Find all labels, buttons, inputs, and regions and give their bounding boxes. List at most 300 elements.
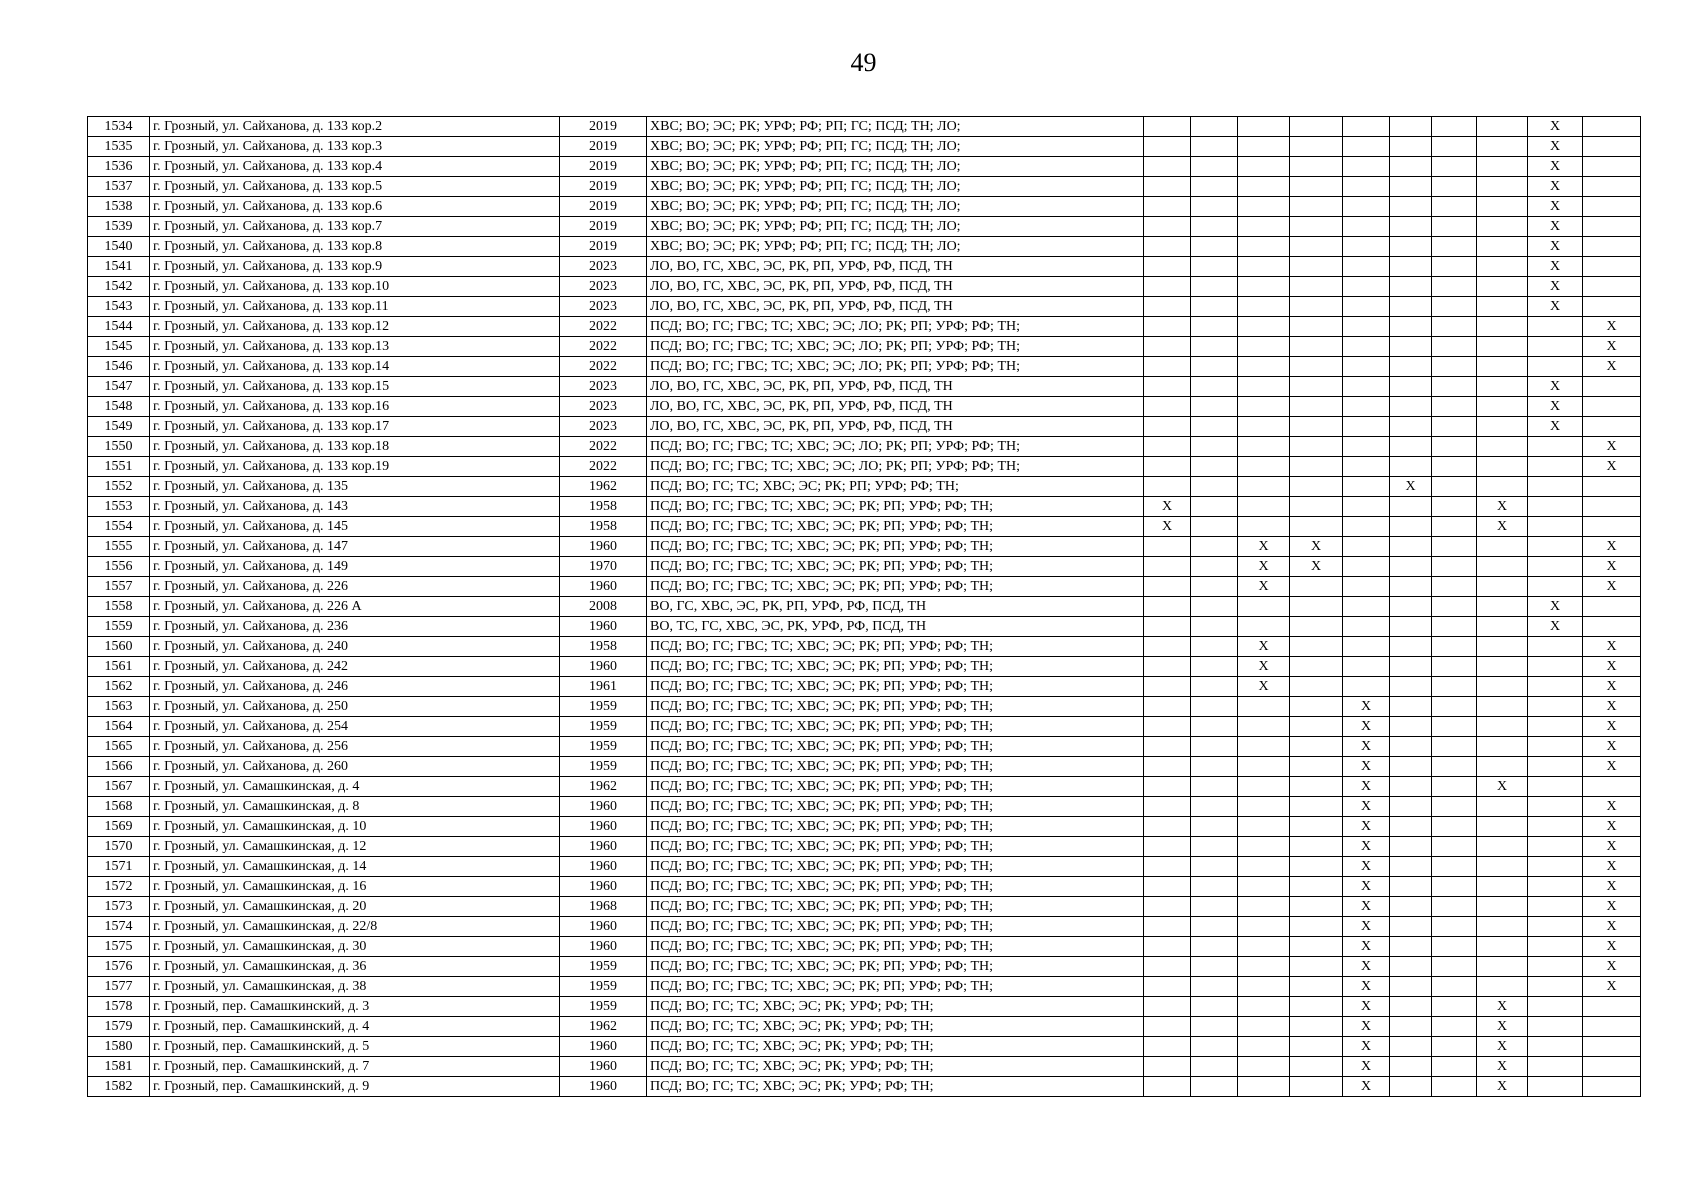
mark-cell-1 xyxy=(1144,617,1191,637)
mark-cell-6 xyxy=(1390,357,1432,377)
mark-cell-9 xyxy=(1528,977,1583,997)
table-row xyxy=(88,897,1641,917)
mark-cell-2 xyxy=(1191,457,1238,477)
works-cell: ПСД; ВО; ГС; ГВС; ТС; ХВС; ЭС; РК; РП; УРФ; РФ; ТН; xyxy=(647,877,1144,897)
table-row xyxy=(88,937,1641,957)
year-cell: 2023 xyxy=(560,417,647,437)
year-cell: 1960 xyxy=(560,537,647,557)
mark-cell-2 xyxy=(1191,437,1238,457)
mark-cell-4 xyxy=(1290,437,1343,457)
address-cell: г. Грозный, ул. Сайханова, д. 145 xyxy=(150,517,560,537)
mark-cell-3 xyxy=(1238,517,1290,537)
mark-cell-3 xyxy=(1238,757,1290,777)
table-row xyxy=(88,857,1641,877)
mark-cell-1 xyxy=(1144,477,1191,497)
year-cell: 1960 xyxy=(560,1057,647,1077)
mark-cell-4 xyxy=(1290,1077,1343,1097)
mark-cell-2 xyxy=(1191,717,1238,737)
mark-cell-2 xyxy=(1191,477,1238,497)
mark-cell-1 xyxy=(1144,337,1191,357)
mark-cell-10: X xyxy=(1583,357,1641,377)
mark-cell-2 xyxy=(1191,777,1238,797)
mark-cell-10: X xyxy=(1583,697,1641,717)
table-row xyxy=(88,277,1641,297)
table-row xyxy=(88,237,1641,257)
mark-cell-7 xyxy=(1432,597,1477,617)
mark-cell-7 xyxy=(1432,677,1477,697)
mark-cell-4 xyxy=(1290,457,1343,477)
mark-cell-1 xyxy=(1144,437,1191,457)
mark-cell-5 xyxy=(1343,397,1390,417)
works-cell: ПСД; ВО; ГС; ГВС; ТС; ХВС; ЭС; РК; РП; УРФ; РФ; ТН; xyxy=(647,897,1144,917)
address-cell: г. Грозный, ул. Сайханова, д. 133 кор.11 xyxy=(150,297,560,317)
row-number: 1568 xyxy=(88,797,150,817)
row-number: 1570 xyxy=(88,837,150,857)
row-number: 1550 xyxy=(88,437,150,457)
mark-cell-9 xyxy=(1528,897,1583,917)
mark-cell-3 xyxy=(1238,377,1290,397)
mark-cell-10 xyxy=(1583,377,1641,397)
mark-cell-5: X xyxy=(1343,797,1390,817)
mark-cell-2 xyxy=(1191,537,1238,557)
mark-cell-4 xyxy=(1290,717,1343,737)
address-cell: г. Грозный, ул. Самашкинская, д. 36 xyxy=(150,957,560,977)
row-number: 1564 xyxy=(88,717,150,737)
year-cell: 1962 xyxy=(560,777,647,797)
mark-cell-9 xyxy=(1528,537,1583,557)
mark-cell-10 xyxy=(1583,197,1641,217)
year-cell: 1959 xyxy=(560,757,647,777)
mark-cell-1 xyxy=(1144,457,1191,477)
works-cell: ПСД; ВО; ГС; ГВС; ТС; ХВС; ЭС; ЛО; РК; РП; УРФ; РФ; ТН; xyxy=(647,317,1144,337)
table-row xyxy=(88,917,1641,937)
mark-cell-1 xyxy=(1144,117,1191,137)
mark-cell-1 xyxy=(1144,357,1191,377)
address-cell: г. Грозный, пер. Самашкинский, д. 5 xyxy=(150,1037,560,1057)
works-cell: ПСД; ВО; ГС; ГВС; ТС; ХВС; ЭС; РК; РП; УРФ; РФ; ТН; xyxy=(647,537,1144,557)
mark-cell-10 xyxy=(1583,1077,1641,1097)
mark-cell-7 xyxy=(1432,257,1477,277)
mark-cell-1 xyxy=(1144,997,1191,1017)
mark-cell-10 xyxy=(1583,277,1641,297)
mark-cell-5: X xyxy=(1343,977,1390,997)
row-number: 1575 xyxy=(88,937,150,957)
mark-cell-3: X xyxy=(1238,677,1290,697)
mark-cell-2 xyxy=(1191,357,1238,377)
mark-cell-3 xyxy=(1238,257,1290,277)
works-cell: ПСД; ВО; ГС; ГВС; ТС; ХВС; ЭС; РК; РП; УРФ; РФ; ТН; xyxy=(647,637,1144,657)
works-cell: ПСД; ВО; ГС; ГВС; ТС; ХВС; ЭС; РК; РП; УРФ; РФ; ТН; xyxy=(647,797,1144,817)
mark-cell-10 xyxy=(1583,417,1641,437)
table-row xyxy=(88,517,1641,537)
row-number: 1544 xyxy=(88,317,150,337)
mark-cell-4 xyxy=(1290,817,1343,837)
year-cell: 1961 xyxy=(560,677,647,697)
mark-cell-2 xyxy=(1191,517,1238,537)
mark-cell-5: X xyxy=(1343,997,1390,1017)
mark-cell-1 xyxy=(1144,677,1191,697)
mark-cell-7 xyxy=(1432,877,1477,897)
mark-cell-2 xyxy=(1191,257,1238,277)
row-number: 1551 xyxy=(88,457,150,477)
row-number: 1577 xyxy=(88,977,150,997)
row-number: 1556 xyxy=(88,557,150,577)
works-cell: ПСД; ВО; ГС; ГВС; ТС; ХВС; ЭС; РК; РП; УРФ; РФ; ТН; xyxy=(647,717,1144,737)
mark-cell-10: X xyxy=(1583,877,1641,897)
mark-cell-4 xyxy=(1290,617,1343,637)
mark-cell-9 xyxy=(1528,1077,1583,1097)
address-cell: г. Грозный, ул. Сайханова, д. 133 кор.10 xyxy=(150,277,560,297)
mark-cell-8: X xyxy=(1477,997,1528,1017)
table-row xyxy=(88,1057,1641,1077)
mark-cell-6 xyxy=(1390,317,1432,337)
mark-cell-5 xyxy=(1343,137,1390,157)
mark-cell-5 xyxy=(1343,557,1390,577)
mark-cell-4 xyxy=(1290,357,1343,377)
mark-cell-5 xyxy=(1343,617,1390,637)
year-cell: 1960 xyxy=(560,917,647,937)
mark-cell-3 xyxy=(1238,837,1290,857)
works-cell: ПСД; ВО; ГС; ГВС; ТС; ХВС; ЭС; РК; РП; УРФ; РФ; ТН; xyxy=(647,697,1144,717)
mark-cell-4 xyxy=(1290,577,1343,597)
mark-cell-2 xyxy=(1191,197,1238,217)
mark-cell-10: X xyxy=(1583,457,1641,477)
table-row xyxy=(88,1077,1641,1097)
mark-cell-9 xyxy=(1528,737,1583,757)
row-number: 1537 xyxy=(88,177,150,197)
mark-cell-10: X xyxy=(1583,737,1641,757)
works-cell: ПСД; ВО; ГС; ГВС; ТС; ХВС; ЭС; РК; РП; УРФ; РФ; ТН; xyxy=(647,777,1144,797)
table-row xyxy=(88,177,1641,197)
mark-cell-1: X xyxy=(1144,517,1191,537)
mark-cell-9 xyxy=(1528,317,1583,337)
mark-cell-4 xyxy=(1290,877,1343,897)
mark-cell-9 xyxy=(1528,937,1583,957)
mark-cell-5 xyxy=(1343,357,1390,377)
mark-cell-4 xyxy=(1290,297,1343,317)
mark-cell-2 xyxy=(1191,577,1238,597)
mark-cell-2 xyxy=(1191,557,1238,577)
mark-cell-2 xyxy=(1191,417,1238,437)
mark-cell-3 xyxy=(1238,797,1290,817)
mark-cell-9: X xyxy=(1528,177,1583,197)
mark-cell-6 xyxy=(1390,457,1432,477)
mark-cell-1 xyxy=(1144,877,1191,897)
mark-cell-6 xyxy=(1390,177,1432,197)
table-row xyxy=(88,497,1641,517)
mark-cell-1 xyxy=(1144,777,1191,797)
mark-cell-10 xyxy=(1583,137,1641,157)
table-row xyxy=(88,437,1641,457)
table-row xyxy=(88,737,1641,757)
mark-cell-3 xyxy=(1238,717,1290,737)
mark-cell-1 xyxy=(1144,897,1191,917)
mark-cell-8 xyxy=(1477,477,1528,497)
address-cell: г. Грозный, ул. Сайханова, д. 133 кор.9 xyxy=(150,257,560,277)
mark-cell-10: X xyxy=(1583,817,1641,837)
mark-cell-8: X xyxy=(1477,1037,1528,1057)
mark-cell-2 xyxy=(1191,1037,1238,1057)
mark-cell-5 xyxy=(1343,457,1390,477)
mark-cell-9: X xyxy=(1528,277,1583,297)
mark-cell-2 xyxy=(1191,857,1238,877)
mark-cell-1 xyxy=(1144,937,1191,957)
mark-cell-5: X xyxy=(1343,917,1390,937)
mark-cell-9 xyxy=(1528,657,1583,677)
mark-cell-10 xyxy=(1583,157,1641,177)
mark-cell-6 xyxy=(1390,637,1432,657)
row-number: 1535 xyxy=(88,137,150,157)
year-cell: 1960 xyxy=(560,1077,647,1097)
mark-cell-7 xyxy=(1432,517,1477,537)
mark-cell-7 xyxy=(1432,657,1477,677)
mark-cell-2 xyxy=(1191,1077,1238,1097)
mark-cell-1 xyxy=(1144,577,1191,597)
mark-cell-9: X xyxy=(1528,397,1583,417)
row-number: 1581 xyxy=(88,1057,150,1077)
mark-cell-10 xyxy=(1583,1017,1641,1037)
year-cell: 1960 xyxy=(560,797,647,817)
mark-cell-8 xyxy=(1477,957,1528,977)
mark-cell-3: X xyxy=(1238,537,1290,557)
mark-cell-5 xyxy=(1343,217,1390,237)
mark-cell-8 xyxy=(1477,637,1528,657)
mark-cell-1 xyxy=(1144,317,1191,337)
mark-cell-1 xyxy=(1144,237,1191,257)
year-cell: 2019 xyxy=(560,237,647,257)
mark-cell-2 xyxy=(1191,677,1238,697)
mark-cell-4 xyxy=(1290,697,1343,717)
year-cell: 1958 xyxy=(560,517,647,537)
address-cell: г. Грозный, ул. Сайханова, д. 135 xyxy=(150,477,560,497)
row-number: 1579 xyxy=(88,1017,150,1037)
table-row xyxy=(88,477,1641,497)
mark-cell-10 xyxy=(1583,237,1641,257)
mark-cell-1 xyxy=(1144,217,1191,237)
mark-cell-3 xyxy=(1238,217,1290,237)
mark-cell-9: X xyxy=(1528,117,1583,137)
mark-cell-4 xyxy=(1290,317,1343,337)
mark-cell-5 xyxy=(1343,157,1390,177)
mark-cell-10 xyxy=(1583,1057,1641,1077)
mark-cell-4 xyxy=(1290,777,1343,797)
mark-cell-4 xyxy=(1290,657,1343,677)
mark-cell-9 xyxy=(1528,837,1583,857)
mark-cell-2 xyxy=(1191,497,1238,517)
mark-cell-9 xyxy=(1528,697,1583,717)
table-row xyxy=(88,317,1641,337)
row-number: 1554 xyxy=(88,517,150,537)
mark-cell-5: X xyxy=(1343,1077,1390,1097)
mark-cell-7 xyxy=(1432,697,1477,717)
mark-cell-10 xyxy=(1583,297,1641,317)
mark-cell-3 xyxy=(1238,597,1290,617)
row-number: 1565 xyxy=(88,737,150,757)
mark-cell-6 xyxy=(1390,757,1432,777)
mark-cell-9 xyxy=(1528,817,1583,837)
mark-cell-10: X xyxy=(1583,757,1641,777)
mark-cell-7 xyxy=(1432,917,1477,937)
table-body xyxy=(88,117,1641,1097)
mark-cell-10: X xyxy=(1583,797,1641,817)
mark-cell-9: X xyxy=(1528,137,1583,157)
mark-cell-9 xyxy=(1528,437,1583,457)
mark-cell-6 xyxy=(1390,117,1432,137)
mark-cell-5: X xyxy=(1343,1017,1390,1037)
address-cell: г. Грозный, ул. Сайханова, д. 133 кор.17 xyxy=(150,417,560,437)
mark-cell-6 xyxy=(1390,897,1432,917)
mark-cell-3: X xyxy=(1238,657,1290,677)
works-cell: ВО, ГС, ХВС, ЭС, РК, РП, УРФ, РФ, ПСД, ТН xyxy=(647,597,1144,617)
mark-cell-2 xyxy=(1191,797,1238,817)
mark-cell-2 xyxy=(1191,837,1238,857)
year-cell: 1962 xyxy=(560,1017,647,1037)
mark-cell-8 xyxy=(1477,677,1528,697)
mark-cell-2 xyxy=(1191,657,1238,677)
mark-cell-1 xyxy=(1144,657,1191,677)
address-cell: г. Грозный, ул. Самашкинская, д. 8 xyxy=(150,797,560,817)
mark-cell-6 xyxy=(1390,277,1432,297)
year-cell: 1960 xyxy=(560,937,647,957)
table-row xyxy=(88,457,1641,477)
mark-cell-8 xyxy=(1477,977,1528,997)
mark-cell-8 xyxy=(1477,397,1528,417)
table-row xyxy=(88,397,1641,417)
mark-cell-5: X xyxy=(1343,757,1390,777)
mark-cell-1 xyxy=(1144,797,1191,817)
works-cell: ХВС; ВО; ЭС; РК; УРФ; РФ; РП; ГС; ПСД; ТН; ЛО; xyxy=(647,117,1144,137)
mark-cell-6 xyxy=(1390,717,1432,737)
mark-cell-6 xyxy=(1390,237,1432,257)
address-cell: г. Грозный, ул. Сайханова, д. 133 кор.4 xyxy=(150,157,560,177)
row-number: 1555 xyxy=(88,537,150,557)
year-cell: 2022 xyxy=(560,457,647,477)
year-cell: 1958 xyxy=(560,637,647,657)
mark-cell-1 xyxy=(1144,557,1191,577)
mark-cell-8: X xyxy=(1477,517,1528,537)
mark-cell-8 xyxy=(1477,317,1528,337)
mark-cell-6 xyxy=(1390,657,1432,677)
address-cell: г. Грозный, ул. Самашкинская, д. 30 xyxy=(150,937,560,957)
address-cell: г. Грозный, ул. Сайханова, д. 143 xyxy=(150,497,560,517)
mark-cell-3 xyxy=(1238,197,1290,217)
mark-cell-8 xyxy=(1477,857,1528,877)
mark-cell-2 xyxy=(1191,937,1238,957)
mark-cell-3 xyxy=(1238,737,1290,757)
mark-cell-6 xyxy=(1390,937,1432,957)
mark-cell-8 xyxy=(1477,717,1528,737)
address-cell: г. Грозный, ул. Самашкинская, д. 10 xyxy=(150,817,560,837)
mark-cell-5 xyxy=(1343,377,1390,397)
mark-cell-5 xyxy=(1343,337,1390,357)
mark-cell-1 xyxy=(1144,917,1191,937)
mark-cell-3 xyxy=(1238,237,1290,257)
mark-cell-6 xyxy=(1390,737,1432,757)
mark-cell-9 xyxy=(1528,637,1583,657)
year-cell: 1960 xyxy=(560,857,647,877)
year-cell: 1959 xyxy=(560,997,647,1017)
works-cell: ЛО, ВО, ГС, ХВС, ЭС, РК, РП, УРФ, РФ, ПСД, ТН xyxy=(647,297,1144,317)
mark-cell-10: X xyxy=(1583,637,1641,657)
row-number: 1582 xyxy=(88,1077,150,1097)
mark-cell-1 xyxy=(1144,717,1191,737)
table-row xyxy=(88,697,1641,717)
table-row xyxy=(88,597,1641,617)
mark-cell-5 xyxy=(1343,597,1390,617)
mark-cell-8: X xyxy=(1477,777,1528,797)
address-cell: г. Грозный, ул. Сайханова, д. 147 xyxy=(150,537,560,557)
mark-cell-5 xyxy=(1343,237,1390,257)
mark-cell-6 xyxy=(1390,697,1432,717)
table-row xyxy=(88,657,1641,677)
mark-cell-9 xyxy=(1528,517,1583,537)
mark-cell-3: X xyxy=(1238,637,1290,657)
works-cell: ПСД; ВО; ГС; ТС; ХВС; ЭС; РК; УРФ; РФ; ТН; xyxy=(647,1057,1144,1077)
mark-cell-9: X xyxy=(1528,257,1583,277)
works-cell: ПСД; ВО; ГС; ГВС; ТС; ХВС; ЭС; ЛО; РК; РП; УРФ; РФ; ТН; xyxy=(647,357,1144,377)
mark-cell-3 xyxy=(1238,457,1290,477)
mark-cell-9 xyxy=(1528,957,1583,977)
works-cell: ЛО, ВО, ГС, ХВС, ЭС, РК, РП, УРФ, РФ, ПСД, ТН xyxy=(647,417,1144,437)
address-cell: г. Грозный, ул. Самашкинская, д. 4 xyxy=(150,777,560,797)
mark-cell-9: X xyxy=(1528,237,1583,257)
mark-cell-5: X xyxy=(1343,777,1390,797)
mark-cell-8 xyxy=(1477,137,1528,157)
mark-cell-7 xyxy=(1432,797,1477,817)
works-cell: ПСД; ВО; ГС; ГВС; ТС; ХВС; ЭС; ЛО; РК; РП; УРФ; РФ; ТН; xyxy=(647,437,1144,457)
mark-cell-10: X xyxy=(1583,337,1641,357)
mark-cell-7 xyxy=(1432,437,1477,457)
mark-cell-5: X xyxy=(1343,837,1390,857)
mark-cell-2 xyxy=(1191,917,1238,937)
year-cell: 1959 xyxy=(560,957,647,977)
year-cell: 1962 xyxy=(560,477,647,497)
works-cell: ПСД; ВО; ГС; ТС; ХВС; ЭС; РК; УРФ; РФ; ТН; xyxy=(647,1017,1144,1037)
address-cell: г. Грозный, пер. Самашкинский, д. 3 xyxy=(150,997,560,1017)
mark-cell-1 xyxy=(1144,1037,1191,1057)
mark-cell-2 xyxy=(1191,117,1238,137)
mark-cell-1: X xyxy=(1144,497,1191,517)
year-cell: 2022 xyxy=(560,317,647,337)
mark-cell-8 xyxy=(1477,757,1528,777)
mark-cell-10: X xyxy=(1583,957,1641,977)
mark-cell-9: X xyxy=(1528,597,1583,617)
row-number: 1536 xyxy=(88,157,150,177)
mark-cell-10: X xyxy=(1583,317,1641,337)
mark-cell-2 xyxy=(1191,1017,1238,1037)
works-cell: ЛО, ВО, ГС, ХВС, ЭС, РК, РП, УРФ, РФ, ПСД, ТН xyxy=(647,257,1144,277)
year-cell: 2023 xyxy=(560,297,647,317)
mark-cell-6 xyxy=(1390,997,1432,1017)
mark-cell-7 xyxy=(1432,277,1477,297)
mark-cell-1 xyxy=(1144,1057,1191,1077)
works-cell: ХВС; ВО; ЭС; РК; УРФ; РФ; РП; ГС; ПСД; ТН; ЛО; xyxy=(647,217,1144,237)
address-cell: г. Грозный, ул. Самашкинская, д. 16 xyxy=(150,877,560,897)
mark-cell-7 xyxy=(1432,817,1477,837)
mark-cell-4 xyxy=(1290,337,1343,357)
works-cell: ПСД; ВО; ГС; ГВС; ТС; ХВС; ЭС; РК; РП; УРФ; РФ; ТН; xyxy=(647,977,1144,997)
mark-cell-10: X xyxy=(1583,837,1641,857)
mark-cell-5: X xyxy=(1343,897,1390,917)
year-cell: 1960 xyxy=(560,817,647,837)
mark-cell-1 xyxy=(1144,177,1191,197)
mark-cell-2 xyxy=(1191,597,1238,617)
mark-cell-4 xyxy=(1290,397,1343,417)
mark-cell-9 xyxy=(1528,577,1583,597)
mark-cell-7 xyxy=(1432,897,1477,917)
mark-cell-3 xyxy=(1238,977,1290,997)
row-number: 1578 xyxy=(88,997,150,1017)
